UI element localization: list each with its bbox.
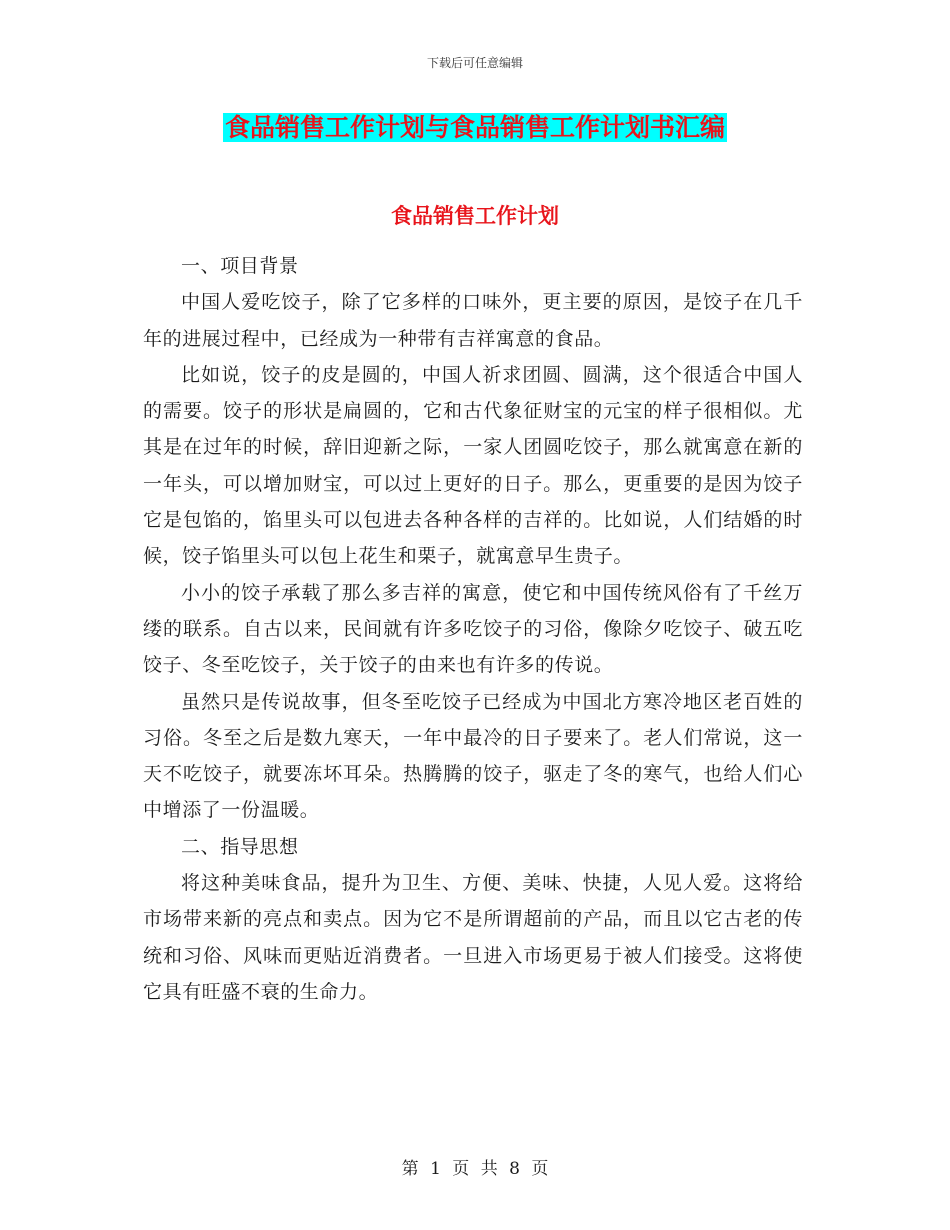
document-body [143, 248, 803, 1010]
page-number-footer: 第 1 页 共 8 页 [401, 1159, 549, 1179]
section-title: 食品销售工作计划 [391, 203, 559, 228]
paragraph: 小小的饺子承载了那么多吉祥的寓意，使它和中国传统风俗有了千丝万缕的联系。自古以来，民间就有许多吃饺子的习俗，像除夕吃饺子、破五吃饺子、冬至吃饺子，关于饺子的由来也有许多的传说。 [143, 581, 803, 677]
document-title [0, 110, 950, 146]
paragraph: 比如说，饺子的皮是圆的，中国人祈求团圆、圆满，这个很适合中国人的需要。饺子的形状是扁圆的，它和古代象征财宝的元宝的样子很相似。尤其是在过年的时候，辞旧迎新之际，一家人团圆吃饺子，那么就寓意在新的一年头，可以增加财宝，可以过上更好的日子。那么，更重要的是因为饺子它是包馅的，馅里头可以包进去各种各样的吉祥的。比如说，人们结婚的时候，饺子馅里头可以包上花生和栗子，就寓意早生贵子。 [143, 363, 803, 568]
paragraph: 虽然只是传说故事，但冬至吃饺子已经成为中国北方寒冷地区老百姓的习俗。冬至之后是数九寒天，一年中最冷的日子要来了。老人们常说，这一天不吃饺子，就要冻坏耳朵。热腾腾的饺子，驱走了冬的寒气，也给人们心中增添了一份温暖。 [143, 690, 803, 822]
heading-project-background: 一、项目背景 [181, 255, 299, 277]
document-title-text: 食品销售工作计划与食品销售工作计划书汇编 [224, 113, 725, 142]
heading-guiding-ideology: 二、指导思想 [181, 835, 299, 858]
header-note: 下载后可任意编辑 [426, 56, 523, 70]
paragraph: 将这种美味食品，提升为卫生、方便、美味、快捷，人见人爱。这将给市场带来新的亮点和卖点。因为它不是所谓超前的产品，而且以它古老的传统和习俗、风味而更贴近消费者。一旦进入市场更易于被人们接受。这将使它具有旺盛不衰的生命力。 [143, 872, 803, 1003]
paragraph: 中国人爱吃饺子，除了它多样的口味外，更主要的原因，是饺子在几千年的进展过程中，已经成为一种带有吉祥寓意的食品。 [143, 291, 803, 350]
